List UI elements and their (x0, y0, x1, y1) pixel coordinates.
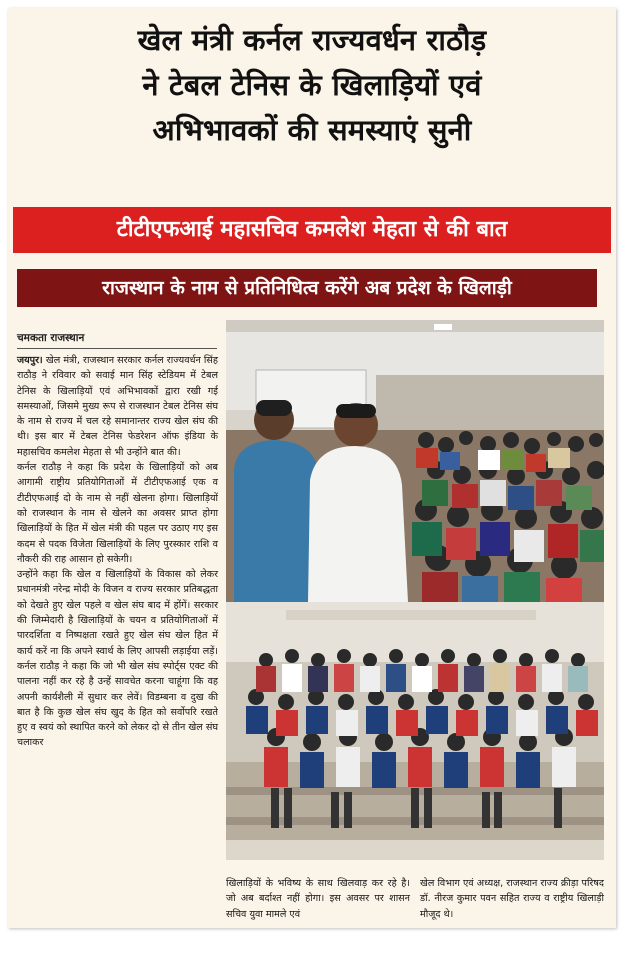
article-paragraph-2: कर्नल राठौड़ ने कहा कि प्रदेश के खिलाड़ियों को अब आगामी राष्ट्रीय प्रतियोगिताओं में टीटीएफआई एक व टीटीएफआई दो के नाम से नहीं खेलना होगा। खिलाड़ियों को राजस्थान के नाम से खेलने का अवसर प्राप्त होगा खिलाड़ियों के हित में खेल मंत्री की पहल पर उठाए गए इस कदम से पदक विजेता खिलाड़ियों के लिए पुरस्कार राशि व नौकरी की राह आसान हो सकेगी। (17, 462, 218, 565)
subheadline-banner-red: टीटीएफआई महासचिव कमलेश मेहता से की बात (13, 207, 611, 253)
article-paragraph-1 (17, 353, 218, 460)
photo-meeting (226, 320, 604, 602)
article-column-1 (17, 353, 218, 751)
dateline: जयपुर। (17, 355, 43, 366)
newspaper-clipping (8, 8, 616, 928)
article-column-2: खिलाड़ियों के भविष्य के साथ खिलवाड़ कर रहे है। जो अब बर्दाश्त नहीं होगा। इस अवसर पर शासन सचिव युवा मामले एवं (226, 878, 410, 920)
headline-line-1: खेल मंत्री कर्नल राज्यवर्धन राठौड़ (137, 23, 487, 57)
article-column-3: खेल विभाग एवं अध्यक्ष, राजस्थान राज्य क्रीड़ा परिषद डॉ. नीरज कुमार पवन सहित राज्य व राष्ट्रीय खिलाड़ी मौजूद थे। (420, 878, 604, 920)
byline: चमकता राजस्थान (17, 331, 217, 349)
photo-group (226, 602, 604, 860)
headline (8, 18, 616, 153)
paragraph-1-text: खेल मंत्री, राजस्थान सरकार कर्नल राज्यवर्धन सिंह राठौड़ ने रविवार को सवाई मान सिंह स्टेडियम में टेबल टेनिस के खिलाड़ियों एवं अभिभावकों द्वारा रखी गई समस्याओं, जिसमे मुख्य रूप से राजस्थान टेबल टेनिस संघ के नाम से राज्य में चल रहे समानान्तर राज्य खेल संघ की थी। इस बार में टेबल टेनिस फेडरेशन ऑफ इंडिया के महासचिव कमलेश मेहता से भी उन्होंने बात की। (17, 355, 218, 458)
headline-line-2: ने टेबल टेनिस के खिलाड़ियों एवं (142, 68, 482, 102)
article-paragraph-3: उन्होंने कहा कि खेल व खिलाड़ियों के विकास को लेकर प्रधानमंत्री नरेन्द्र मोदी के विजन व राज्य सरकार प्रतिबद्धता को देखते हुए खेल पहले व खेल संघ बाद में होंगें। सरकार की जिम्मेदारी है खिलाड़ियों के चयन व प्रतियोगिताओं में पारदर्शिता व निष्पक्षता रखते हुए खेल संघ खेल हित में कार्य करें ना कि अपने स्वार्थ के लिए आपसी लड़ाईया लड़ें। कर्नल राठौड़ ने कहा कि जो भी खेल संघ स्पोर्ट्स एक्ट की पालना नहीं कर रहे है उन्हें सावचेत करना चाहूंगा कि वह अपनी कार्यशैली में सुधार कर लेवें। विडम्बना व दुख की बात है कि कुछ खेल संघ खुद के हित को सर्वोपरि रखते हुए व स्वयं को स्थापित करने को लेकर दो से तीन खेल संघ चलाकर (17, 569, 218, 749)
headline-line-3: अभिभावकों की समस्याएं सुनी (152, 113, 472, 147)
subheadline-banner-maroon: राजस्थान के नाम से प्रतिनिधित्व करेंगे अब प्रदेश के खिलाड़ी (17, 269, 597, 307)
